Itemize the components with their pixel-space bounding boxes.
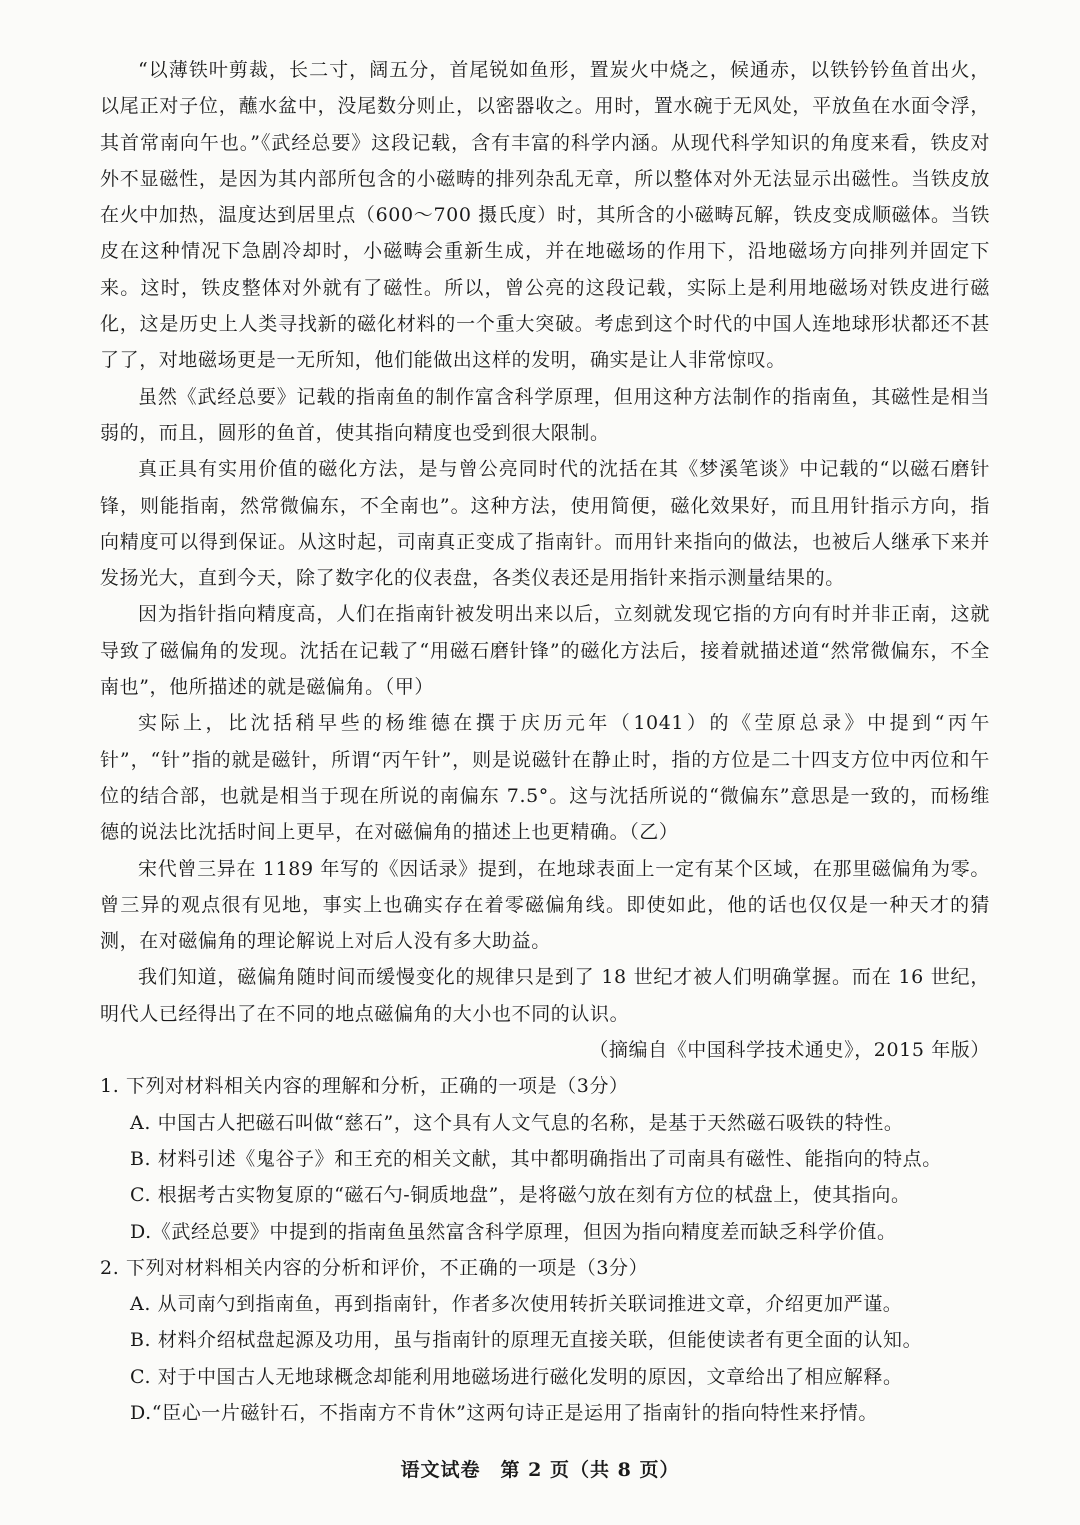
passage-paragraph-6: 宋代曾三异在 1189 年写的《因话录》提到，在地球表面上一定有某个区域，在那里磁偏角为零。曾三异的观点很有见地，事实上也确实存在着零磁偏角线。即使如此，他的话也仅仅是一种天才的猜测，在对磁偏角的理论解说上对后人没有多大助益。 — [100, 857, 990, 953]
exam-page — [100, 52, 990, 1431]
passage — [100, 52, 990, 1068]
question-1-option-d: D.《武经总要》中提到的指南鱼虽然富含科学原理，但因为指向精度差而缺乏科学价值。 — [130, 1220, 897, 1243]
question-2 — [100, 1250, 990, 1431]
question-1-option-c: C. 根据考古实物复原的“磁石勺-铜质地盘”，是将磁勺放在刻有方位的栻盘上，使其指向。 — [130, 1184, 911, 1207]
question-2-stem: 2. 下列对材料相关内容的分析和评价，不正确的一项是（3分） — [100, 1256, 649, 1279]
passage-source: （摘编自《中国科学技术通史》，2015 年版） — [589, 1039, 990, 1062]
passage-paragraph-2: 虽然《武经总要》记载的指南鱼的制作富含科学原理，但用这种方法制作的指南鱼，其磁性是相当弱的，而且，圆形的鱼首，使其指向精度也受到很大限制。 — [100, 385, 990, 444]
question-1-stem: 1. 下列对材料相关内容的理解和分析，正确的一项是（3分） — [100, 1075, 629, 1098]
question-1 — [100, 1068, 990, 1249]
page-footer: 语文试卷 第 2 页（共 8 页） — [400, 1459, 680, 1481]
passage-paragraph-4: 因为指针指向精度高，人们在指南针被发明出来以后，立刻就发现它指的方向有时并非正南，这就导致了磁偏角的发现。沈括在记载了“用磁石磨针锋”的磁化方法后，接着就描述道“然常微偏东，不全南也”，他所描述的就是磁偏角。（甲） — [100, 603, 990, 699]
passage-paragraph-3: 真正具有实用价值的磁化方法，是与曾公亮同时代的沈括在其《梦溪笔谈》中记载的“以磁石磨针锋，则能指南，然常微偏东，不全南也”。这种方法，使用简便，磁化效果好，而且用针指示方向，指向精度可以得到保证。从这时起，司南真正变成了指南针。而用针来指向的做法，也被后人继承下来并发扬光大，直到今天，除了数字化的仪表盘，各类仪表还是用指针来指示测量结果的。 — [100, 458, 990, 590]
passage-paragraph-5: 实际上，比沈括稍早些的杨维德在撰于庆历元年（1041）的《茔原总录》中提到“丙午针”，“针”指的就是磁针，所谓“丙午针”，则是说磁针在静止时，指的方位是二十四支方位中丙位和午位的结合部，也就是相当于现在所说的南偏东 7.5°。这与沈括所说的“微偏东”意思是一致的，而杨维德的说法比沈括时间上更早，在对磁偏角的描述上也更精确。（乙） — [100, 712, 990, 844]
question-2-option-d: D.“臣心一片磁针石，不指南方不肯休”这两句诗正是运用了指南针的指向特性来抒情。 — [130, 1401, 879, 1424]
passage-paragraph-7: 我们知道，磁偏角随时间而缓慢变化的规律只是到了 18 世纪才被人们明确掌握。而在 16 世纪，明代人已经得出了在不同的地点磁偏角的大小也不同的认识。 — [100, 966, 990, 1025]
question-2-option-a: A. 从司南勺到指南鱼，再到指南针，作者多次使用转折关联词推进文章，介绍更加严谨。 — [130, 1293, 903, 1316]
question-1-option-a: A. 中国古人把磁石叫做“慈石”，这个具有人文气息的名称，是基于天然磁石吸铁的特性。 — [130, 1111, 904, 1134]
question-1-option-b: B. 材料引述《鬼谷子》和王充的相关文献，其中都明确指出了司南具有磁性、能指向的特点。 — [130, 1147, 942, 1170]
question-2-option-b: B. 材料介绍栻盘起源及功用，虽与指南针的原理无直接关联，但能使读者有更全面的认知。 — [130, 1329, 923, 1352]
question-2-option-c: C. 对于中国古人无地球概念却能利用地磁场进行磁化发明的原因，文章给出了相应解释。 — [130, 1365, 903, 1388]
passage-paragraph-1: “以薄铁叶剪裁，长二寸，阔五分，首尾锐如鱼形，置炭火中烧之，候通赤，以铁钤钤鱼首出火，以尾正对子位，蘸水盆中，没尾数分则止，以密器收之。用时，置水碗于无风处，平放鱼在水面令浮，其首常南向午也。”《武经总要》这段记载，含有丰富的科学内涵。从现代科学知识的角度来看，铁皮对外不显磁性，是因为其内部所包含的小磁畴的排列杂乱无章，所以整体对外无法显示出磁性。当铁皮放在火中加热，温度达到居里点（600～700 摄氏度）时，其所含的小磁畴瓦解，铁皮变成顺磁体。当铁皮在这种情况下急剧冷却时，小磁畴会重新生成，并在地磁场的作用下，沿地磁场方向排列并固定下来。这时，铁皮整体对外就有了磁性。所以，曾公亮的这段记载，实际上是利用地磁场对铁皮进行磁化，这是历史上人类寻找新的磁化材料的一个重大突破。考虑到这个时代的中国人连地球形状都还不甚了了，对地磁场更是一无所知，他们能做出这样的发明，确实是让人非常惊叹。 — [100, 59, 990, 372]
